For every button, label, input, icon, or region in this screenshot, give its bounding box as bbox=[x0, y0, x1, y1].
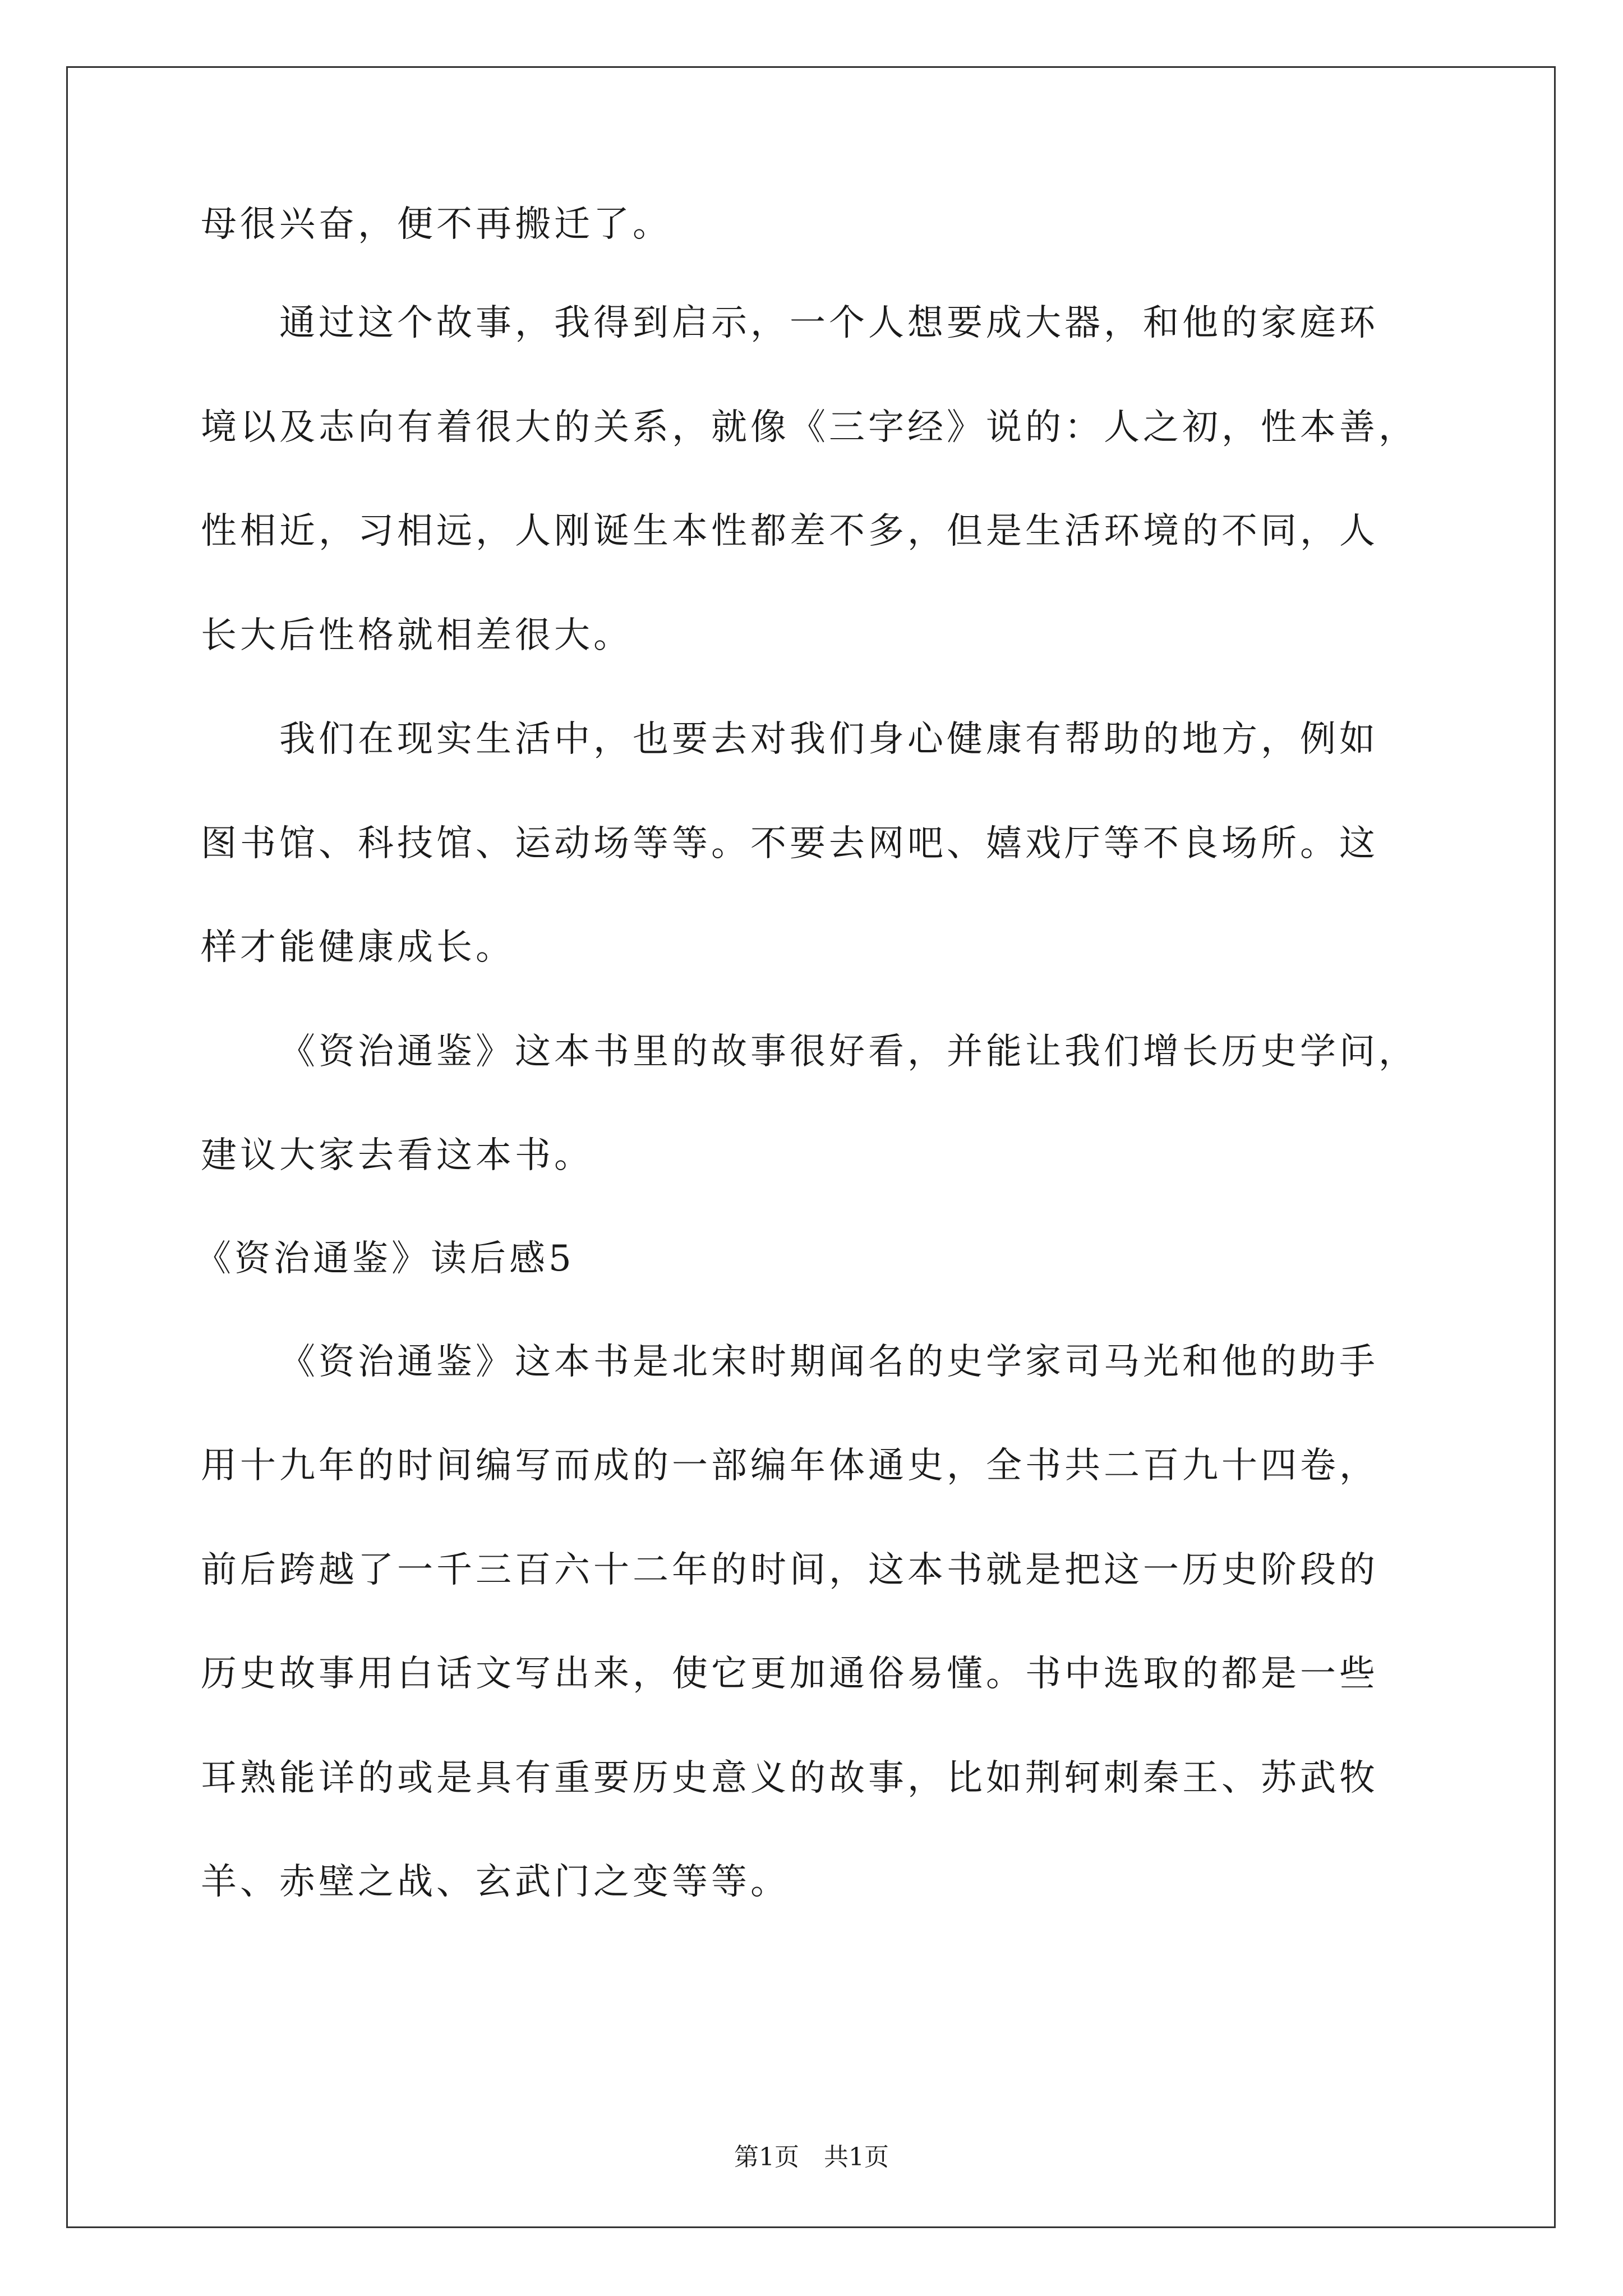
paragraph-first-line: 我们在现实生活中，也要去对我们身心健康有帮助的地方，例如 bbox=[279, 719, 1378, 760]
text-line: 性相近，习相远，人刚诞生本性都差不多，但是生活环境的不同，人 bbox=[201, 510, 1378, 552]
paragraph-first-line: 《资治通鉴》这本书是北宋时期闻名的史学家司马光和他的助手 bbox=[279, 1341, 1378, 1383]
text-line: 图书馆、科技馆、运动场等等。不要去网吧、嬉戏厅等不良场所。这 bbox=[201, 823, 1378, 864]
text-line: 样才能健康成长。 bbox=[201, 927, 515, 968]
text-line: 羊、赤壁之战、玄武门之变等等。 bbox=[201, 1861, 790, 1903]
paragraph-first-line: 《资治通鉴》这本书里的故事很好看，并能让我们增长历史学问， bbox=[279, 1031, 1418, 1073]
page-footer: 第1页 共1页 bbox=[734, 2143, 889, 2171]
paragraph-first-line: 通过这个故事，我得到启示，一个人想要成大器，和他的家庭环 bbox=[279, 302, 1378, 344]
text-line: 历史故事用白话文写出来，使它更加通俗易懂。书中选取的都是一些 bbox=[201, 1653, 1378, 1695]
text-line: 用十九年的时间编写而成的一部编年体通史，全书共二百九十四卷， bbox=[201, 1445, 1378, 1487]
text-line: 境以及志向有着很大的关系，就像《三字经》说的：人之初，性本善， bbox=[201, 407, 1418, 448]
text-line: 建议大家去看这本书。 bbox=[201, 1135, 593, 1176]
section-heading: 《资治通鉴》读后感5 bbox=[195, 1238, 575, 1280]
text-line: 耳熟能详的或是具有重要历史意义的故事，比如荆轲刺秦王、苏武牧 bbox=[201, 1757, 1378, 1799]
text-line: 母很兴奋，便不再搬迁了。 bbox=[201, 204, 672, 245]
text-line: 长大后性格就相差很大。 bbox=[201, 615, 633, 656]
text-line: 前后跨越了一千三百六十二年的时间，这本书就是把这一历史阶段的 bbox=[201, 1549, 1378, 1591]
